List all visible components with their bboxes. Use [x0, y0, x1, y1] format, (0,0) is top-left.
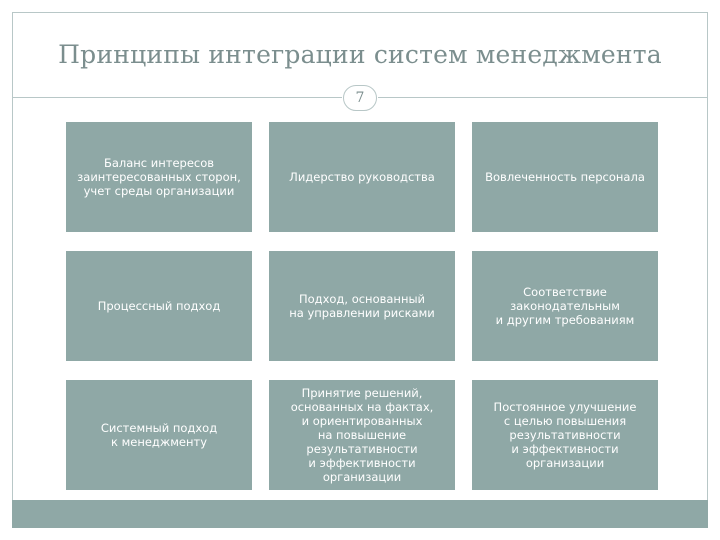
slide-title: Принципы интеграции систем менеджмента — [58, 40, 662, 69]
title-divider-left — [12, 97, 342, 98]
principle-cell-risk-approach: Подход, основанный на управлении рисками — [269, 251, 455, 361]
principle-cell-stakeholder-balance: Баланс интересов заинтересованных сторон, учет среды организации — [66, 122, 252, 232]
principle-cell-process-approach: Процессный подход — [66, 251, 252, 361]
principle-cell-engagement: Вовлеченность персонала — [472, 122, 658, 232]
slide-number-badge: 7 — [343, 85, 377, 111]
footer-bar — [12, 500, 708, 528]
title-divider-right — [378, 97, 708, 98]
principle-cell-leadership: Лидерство руководства — [269, 122, 455, 232]
principle-cell-system-approach: Системный подход к менеджменту — [66, 380, 252, 490]
principle-cell-compliance: Соответствие законодательным и другим требованиям — [472, 251, 658, 361]
principle-cell-continuous-improvement: Постоянное улучшение с целью повышения результативности и эффективности организации — [472, 380, 658, 490]
principle-cell-fact-based-decisions: Принятие решений, основанных на фактах, и ориентированных на повышение результативности и эффективности организации — [269, 380, 455, 490]
